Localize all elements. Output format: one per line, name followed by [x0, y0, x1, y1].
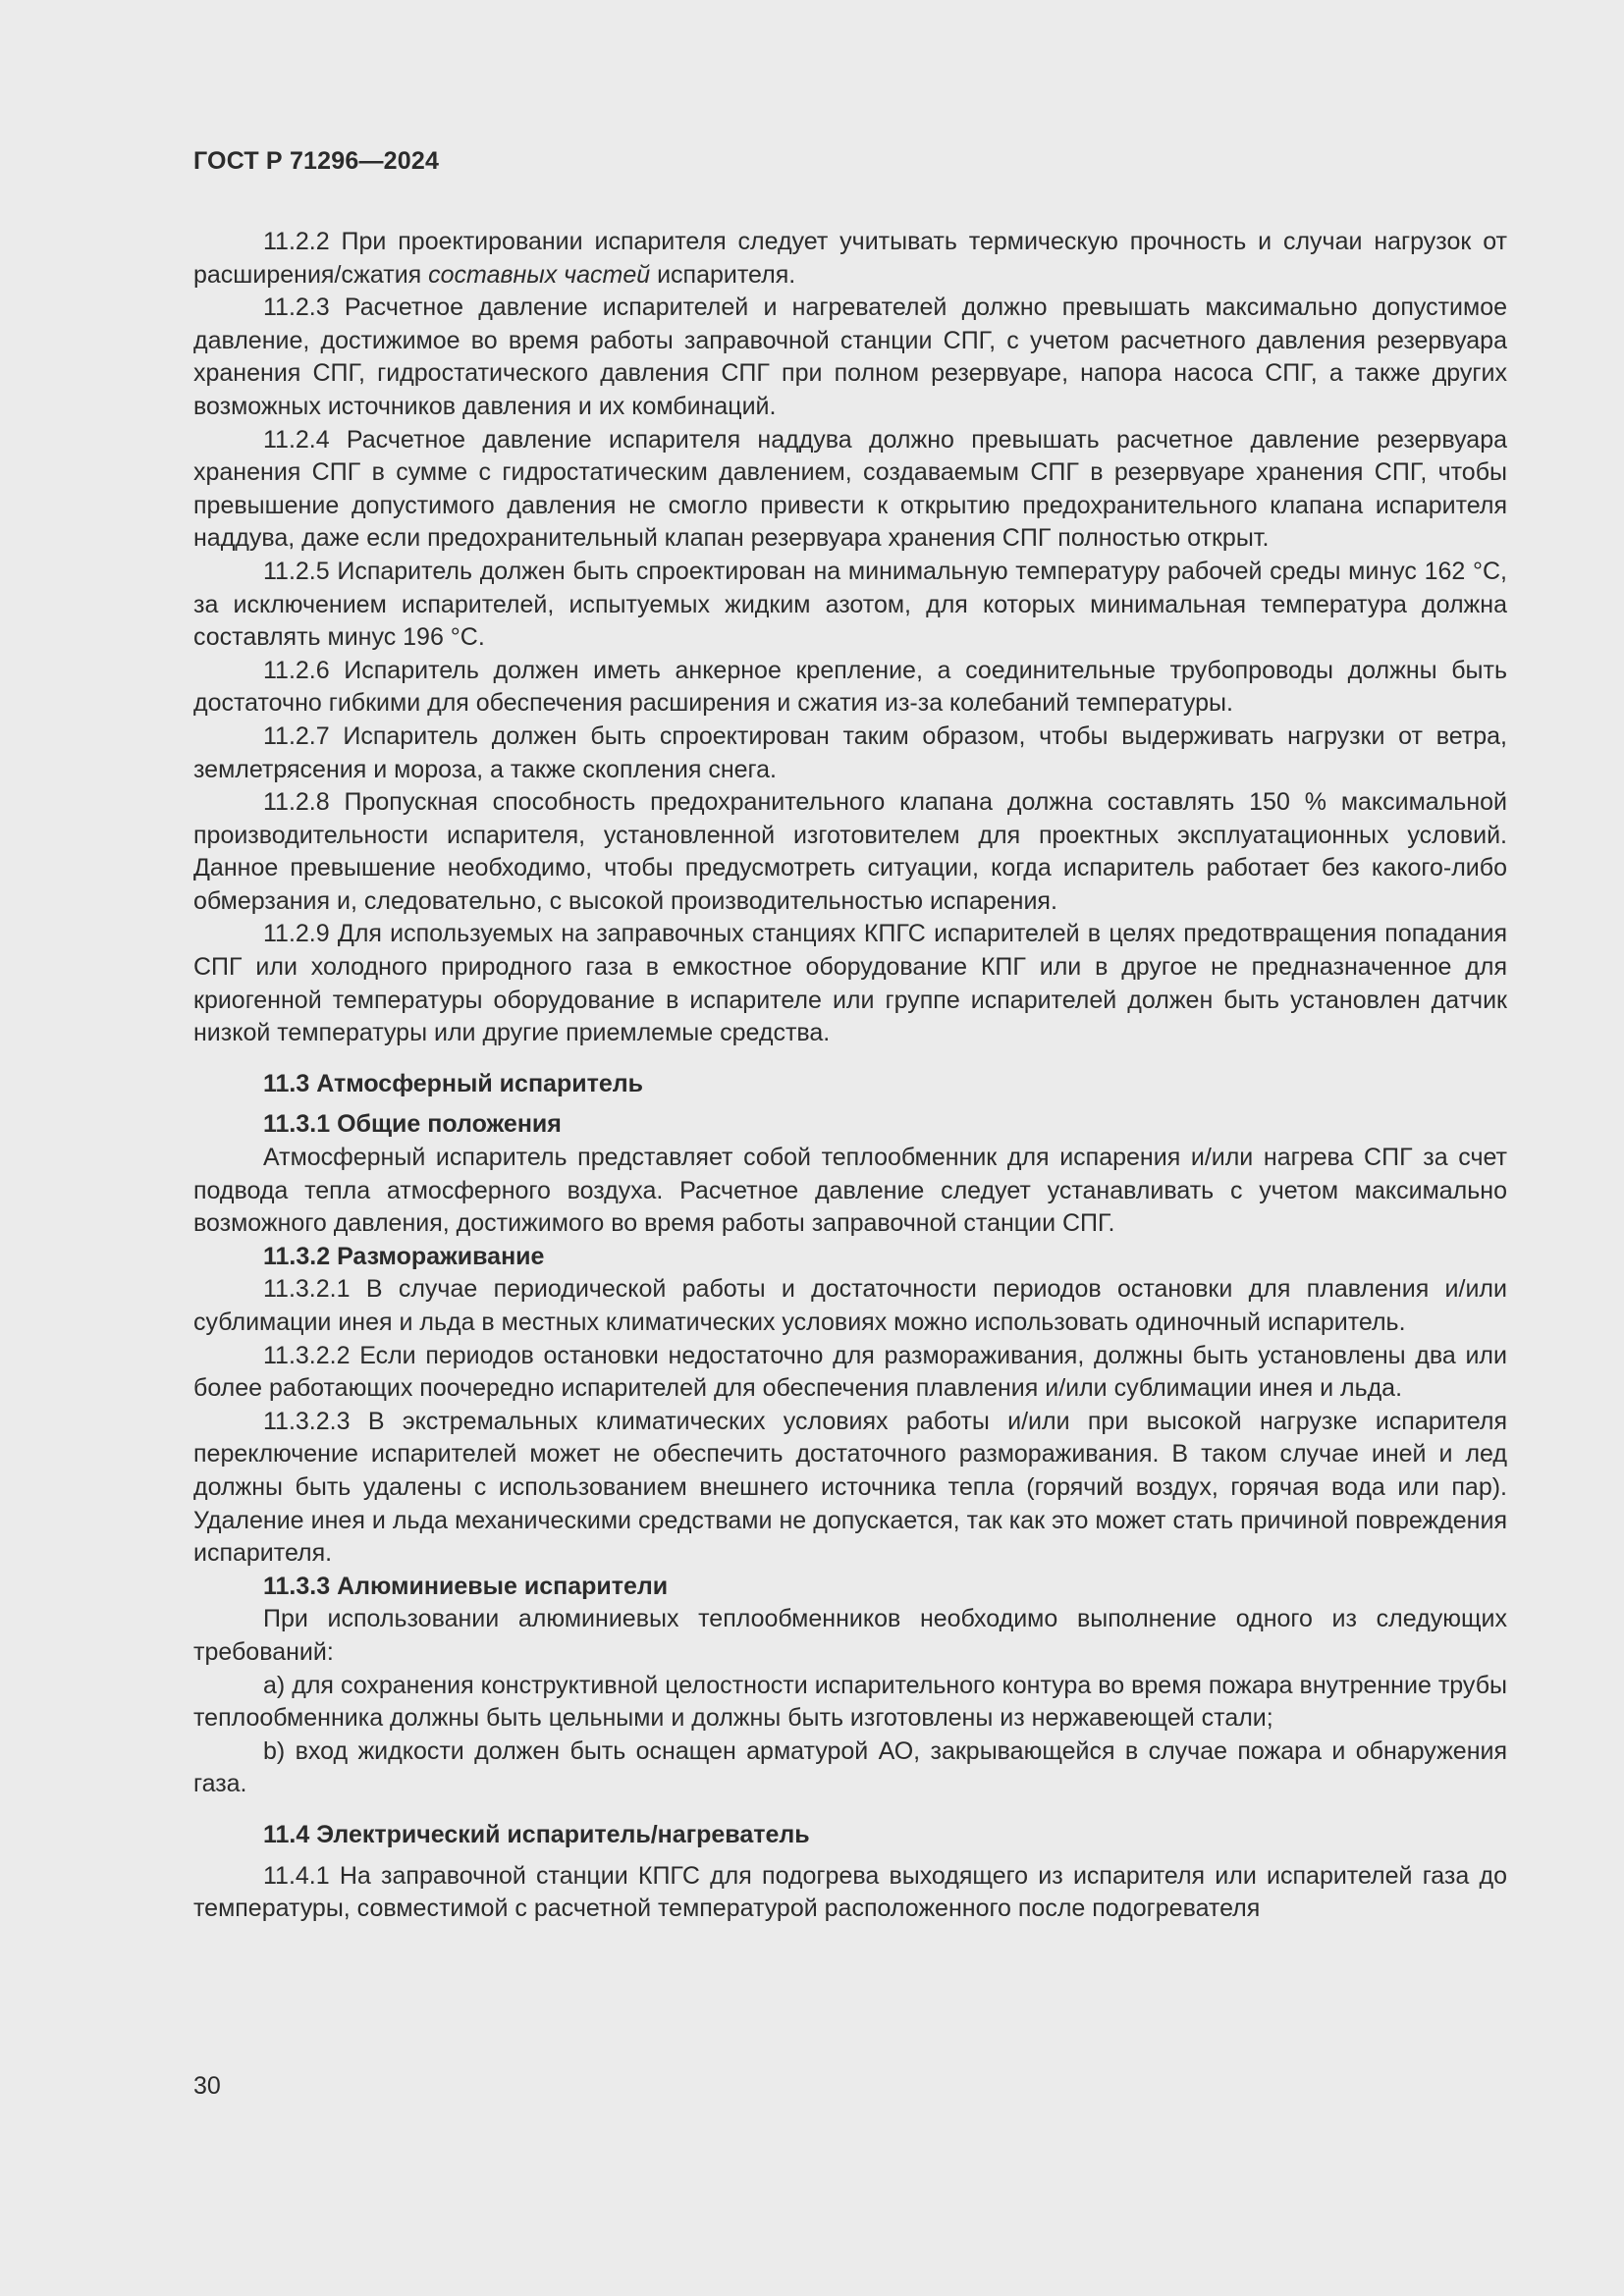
- paragraph-11-4-1: 11.4.1 На заправочной станции КПГС для подогрева выходящего из испарителя или испарителей газа до температуры, совместимой с расчетной температурой расположенного после подогревателя: [193, 1861, 1507, 1923]
- paragraph-text: испарителя.: [650, 260, 796, 289]
- paragraph-11-2-6: 11.2.6 Испаритель должен иметь анкерное крепление, а соединительные трубопроводы должны быть достаточно гибкими для обеспечения расширения и сжатия из-за колебаний температуры.: [193, 656, 1507, 718]
- paragraph-11-3-2-3: 11.3.2.3 В экстремальных климатических условиях работы и/или при высокой нагрузке испарителя переключение испарителей может не обеспечить достаточного размораживания. В таком случае иней и лед должны быть удалены с использованием внешнего источника тепла (горячий воздух, горячая вода или пар). Удаление инея и льда механическими средствами не допускается, так как это может стать причиной повреждения испарителя.: [193, 1407, 1507, 1568]
- paragraph-11-2-5: 11.2.5 Испаритель должен быть спроектирован на минимальную температуру рабочей среды минус 162 °С, за исключением испарителей, испытуемых жидким азотом, для которых минимальная температура должна составлять минус 196 °С.: [193, 557, 1507, 652]
- paragraph-11-2-9: 11.2.9 Для используемых на заправочных станциях КПГС испарителей в целях предотвращения попадания СПГ или холодного природного газа в емкостное оборудование КПГ или в другое не предназначенное для криогенной температуры оборудование в испарителе или группе испарителей должен быть установлен датчик низкой температуры или другие приемлемые средства.: [193, 920, 1507, 1047]
- heading-11-3-1: 11.3.1 Общие положения: [263, 1110, 562, 1139]
- heading-11-3-3: 11.3.3 Алюминиевые испарители: [263, 1572, 669, 1600]
- paragraph-11-3-2-1: 11.3.2.1 В случае периодической работы и достаточности периодов остановки для плавления и/или сублимации инея и льда в местных климатических условиях можно использовать одиночный испаритель.: [193, 1275, 1507, 1336]
- paragraph-11-2-8: 11.2.8 Пропускная способность предохранительного клапана должна составлять 150 % максимальной производительности испарителя, установленной изготовителем для проектных эксплуатационных условий. Данное превышение необходимо, чтобы предусмотреть ситуации, когда испаритель работает без какого-либо обмерзания и, следовательно, с высокой производительностью испарения.: [193, 788, 1507, 915]
- paragraph-11-2-4: 11.2.4 Расчетное давление испарителя наддува должно превышать расчетное давление резервуара хранения СПГ в сумме с гидростатическим давлением, создаваемым СПГ в резервуаре хранения СПГ, чтобы превышение допустимого давления не смогло привести к открытию предохранительного клапана испарителя наддува, даже если предохранительный клапан резервуара хранения СПГ полностью открыт.: [193, 425, 1507, 553]
- heading-11-4: 11.4 Электрический испаритель/нагреватель: [263, 1820, 810, 1848]
- paragraph-11-2-7: 11.2.7 Испаритель должен быть спроектирован таким образом, чтобы выдерживать нагрузки от ветра, землетрясения и мороза, а также скопления снега.: [193, 721, 1507, 783]
- list-item-b: b) вход жидкости должен быть оснащен арматурой АО, закрывающейся в случае пожара и обнаружения газа.: [193, 1736, 1507, 1798]
- heading-11-3-2: 11.3.2 Размораживание: [263, 1242, 545, 1270]
- paragraph-text: 11.2.2 При проектировании испарителя следует учитывать термическую прочность и случаи нагрузок от расширения/сжатия: [193, 228, 1507, 289]
- list-item-a: а) для сохранения конструктивной целостности испарительного контура во время пожара внутренние трубы теплообменника должны быть цельными и должны быть изготовлены из нержавеющей стали;: [193, 1671, 1507, 1733]
- document-body: [193, 226, 1507, 1926]
- page-number: 30: [193, 2072, 221, 2100]
- document-header: ГОСТ Р 71296—2024: [193, 147, 440, 175]
- heading-11-3: 11.3 Атмосферный испаритель: [263, 1069, 643, 1097]
- paragraph-11-2-3: 11.2.3 Расчетное давление испарителей и нагревателей должно превышать максимально допустимое давление, достижимое во время работы заправочной станции СПГ, с учетом расчетного давления резервуара хранения СПГ, гидростатического давления СПГ при полном резервуаре, напора насоса СПГ, а также других возможных источников давления и их комбинаций.: [193, 294, 1507, 420]
- italic-term: составных частей: [428, 260, 651, 289]
- paragraph-11-3-2-2: 11.3.2.2 Если периодов остановки недостаточно для размораживания, должны быть установлены два или более работающих поочередно испарителей для обеспечения плавления и/или сублимации инея и льда.: [193, 1341, 1507, 1403]
- paragraph-11-2-2: [193, 226, 1507, 292]
- paragraph-11-3-3: При использовании алюминиевых теплообменников необходимо выполнение одного из следующих требований:: [193, 1605, 1507, 1666]
- paragraph-11-3-1: Атмосферный испаритель представляет собой теплообменник для испарения и/или нагрева СПГ за счет подвода тепла атмосферного воздуха. Расчетное давление следует устанавливать с учетом максимально возможного давления, достижимого во время работы заправочной станции СПГ.: [193, 1144, 1507, 1238]
